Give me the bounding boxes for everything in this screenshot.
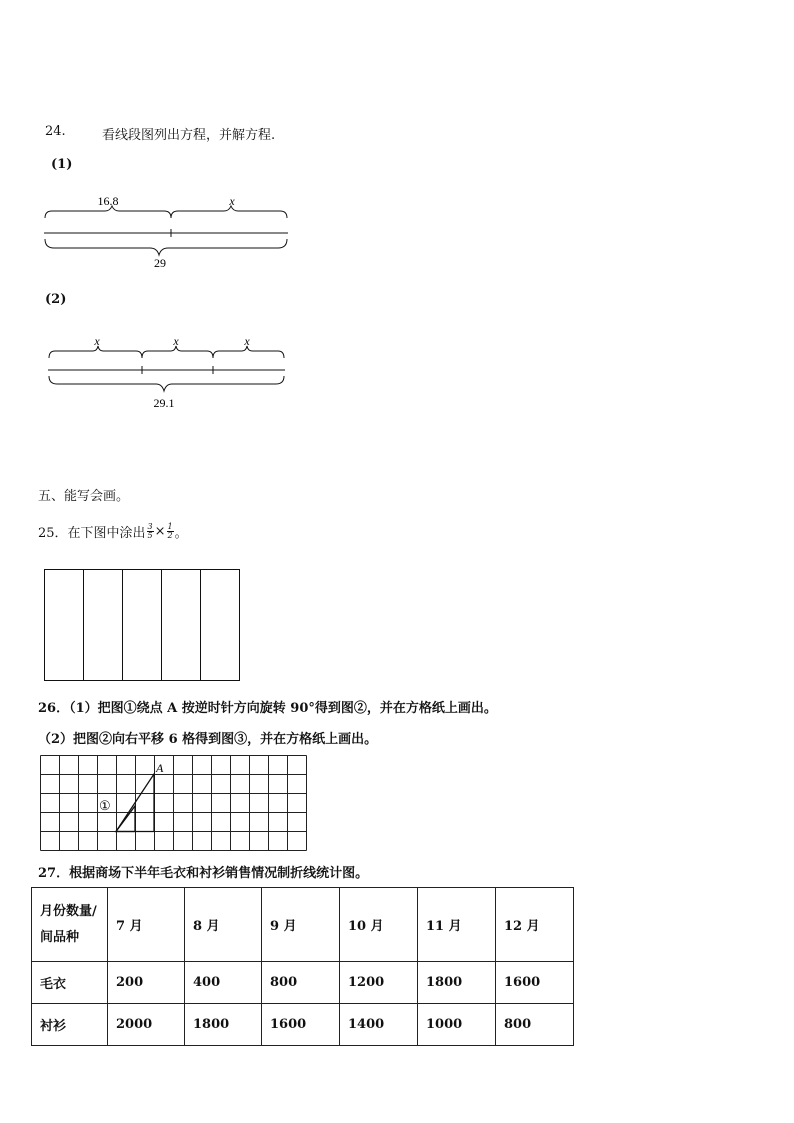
label-16-8: 16.8 [97, 196, 119, 208]
corner-header-line2: 间品种 [40, 929, 80, 945]
value-cell: 1000 [418, 1004, 496, 1046]
q24-part1-segment-diagram [40, 196, 292, 272]
value-cell: 1200 [340, 962, 418, 1004]
section-title: 五、能写会画。 [38, 489, 130, 504]
value-cell: 2000 [108, 1004, 185, 1046]
row-label-cell: 毛衣 [32, 962, 108, 1004]
q25-instruction [38, 522, 188, 541]
times-sign: × [154, 524, 166, 539]
grid-lines [41, 756, 307, 851]
value-cell: 1600 [496, 962, 574, 1004]
table-row [32, 962, 574, 1004]
month-header-cell: 12 月 [496, 888, 574, 962]
table-row [32, 1004, 574, 1046]
month-header-cell: 9 月 [262, 888, 340, 962]
label-x-2: x [173, 336, 179, 348]
value-cell: 400 [185, 962, 262, 1004]
point-a-label: A [156, 761, 164, 775]
q24-instruction: 看线段图列出方程，并解方程. [102, 128, 276, 143]
brace-bottom [49, 376, 284, 391]
label-x-1: x [94, 336, 100, 348]
q24-part2-label: (2) [45, 292, 67, 307]
q24-number: 24. [45, 124, 66, 139]
value-cell: 800 [262, 962, 340, 1004]
corner-header-cell [32, 888, 108, 962]
q26-line1: 26．（1）把图①绕点 A 按逆时针方向旋转 90°得到图②，并在方格纸上画出。 [38, 701, 497, 716]
fraction-numerator: 1 [167, 522, 173, 531]
label-x: x [229, 196, 235, 208]
fraction-numerator: 3 [147, 522, 153, 531]
month-header-cell: 11 月 [418, 888, 496, 962]
label-29: 29 [154, 256, 166, 270]
value-cell: 1600 [262, 1004, 340, 1046]
q26-grid-paper [40, 755, 307, 852]
sales-table [31, 887, 574, 1046]
fraction-denominator: 2 [167, 531, 173, 540]
q25-prefix: 25．在下图中涂出 [38, 526, 146, 541]
table-header-row [32, 888, 574, 962]
outer-rectangle [45, 570, 240, 681]
month-header-cell: 8 月 [185, 888, 262, 962]
month-header-cell: 7 月 [108, 888, 185, 962]
label-29-1: 29.1 [153, 396, 175, 410]
brace-bottom [45, 239, 287, 255]
fraction-denominator: 5 [147, 531, 153, 540]
fraction-3-5 [147, 523, 154, 540]
fraction-1-2 [167, 523, 174, 540]
value-cell: 1400 [340, 1004, 418, 1046]
q27-instruction: 27．根据商场下半年毛衣和衬衫销售情况制折线统计图。 [38, 866, 369, 881]
q25-rectangle-grid [44, 569, 242, 682]
q25-suffix: 。 [174, 526, 188, 541]
value-cell: 200 [108, 962, 185, 1004]
value-cell: 1800 [418, 962, 496, 1004]
q24-part1-label: (1) [51, 157, 73, 172]
q26-line2: （2）把图②向右平移 6 格得到图③，并在方格纸上画出。 [38, 732, 378, 747]
q24-part2-segment-diagram [44, 336, 290, 412]
value-cell: 1800 [185, 1004, 262, 1046]
row-label-cell: 衬衫 [32, 1004, 108, 1046]
label-x-3: x [244, 336, 250, 348]
value-cell: 800 [496, 1004, 574, 1046]
month-header-cell: 10 月 [340, 888, 418, 962]
corner-header-line1: 月份数量/ [40, 903, 97, 919]
figure-1-circled-label: ① [99, 798, 111, 813]
